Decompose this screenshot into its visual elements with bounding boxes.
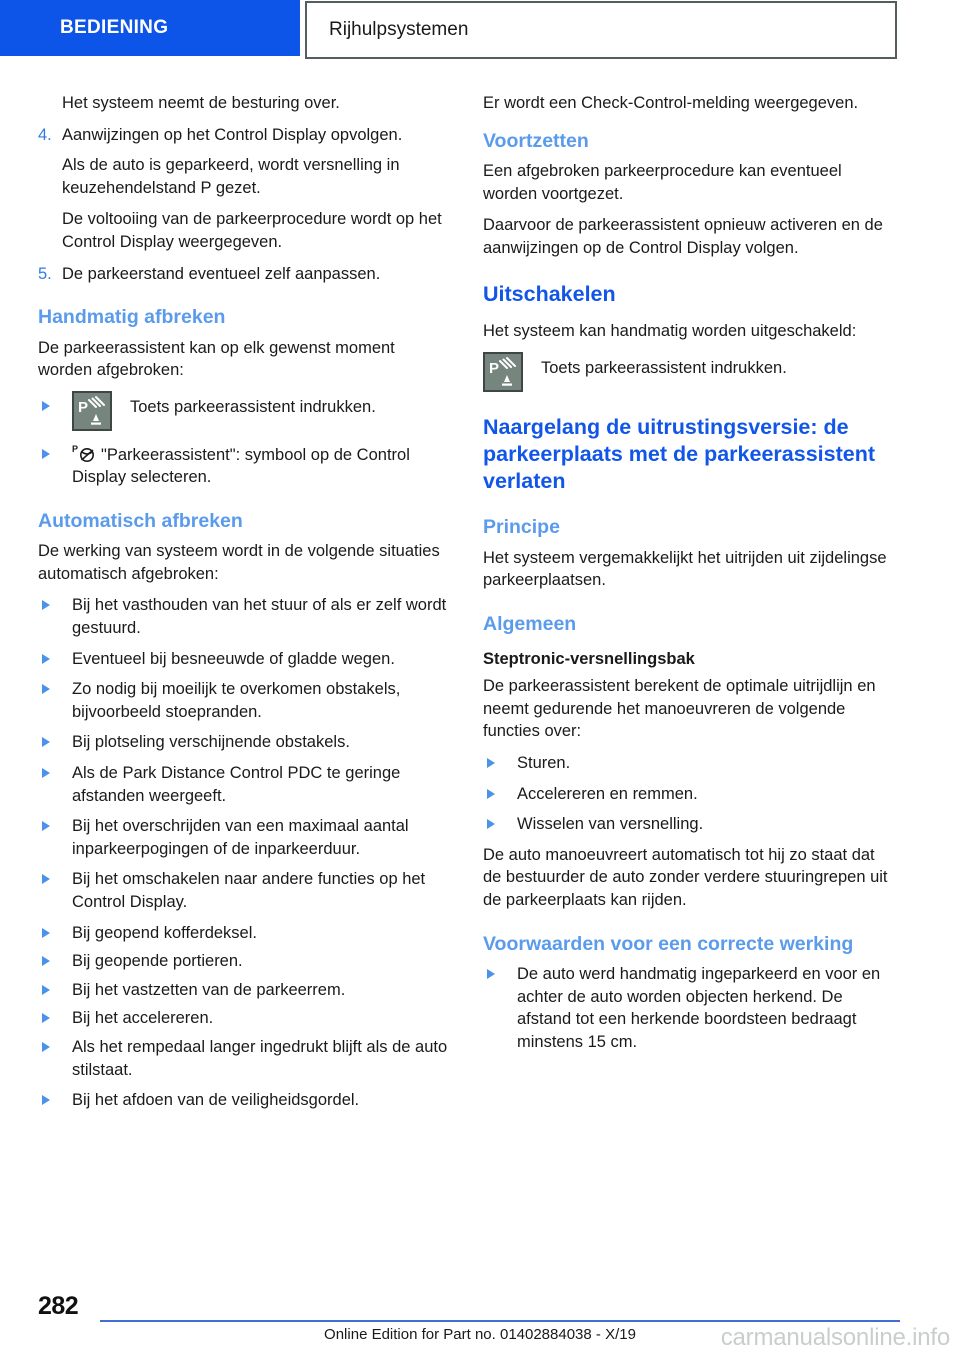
step-number: 4. xyxy=(38,125,52,144)
resume-para: Daarvoor de parkeerassistent opnieuw activeren en de aanwijzingen op de Control Display volgen. xyxy=(483,216,883,257)
list-item xyxy=(38,950,450,973)
triangle-bullet-icon xyxy=(42,684,50,694)
list-item xyxy=(38,731,450,754)
list-item-label: Bij geopend kofferdeksel. xyxy=(72,923,257,942)
list-item xyxy=(38,868,450,913)
list-item xyxy=(38,815,450,860)
step-item xyxy=(38,263,450,286)
triangle-bullet-icon xyxy=(42,1042,50,1052)
triangle-bullet-icon xyxy=(42,956,50,966)
left-column xyxy=(38,92,450,1120)
icon-row xyxy=(72,391,450,431)
list-item xyxy=(483,783,897,806)
triangle-bullet-icon xyxy=(42,928,50,938)
list-item-label: Bij geopende portieren. xyxy=(72,952,243,971)
principle-para: Het systeem vergemakkelijkt het uitrijden uit zijdelingse parkeerplaatsen. xyxy=(483,548,887,590)
auto-abort-bullet-list xyxy=(38,594,450,1111)
header-chapter-label: BEDIENING xyxy=(0,0,300,56)
list-item-label: Bij het vastzetten van de parkeerrem. xyxy=(72,980,346,999)
list-item-label: De auto werd handmatig ingeparkeerd en voor en achter de auto worden objecten herkend. De afstand tot een herkende boordsteen bedraagt minstens 15 cm. xyxy=(517,964,881,1051)
list-item-label: Bij het vasthouden van het stuur of als er zelf wordt gestuurd. xyxy=(72,596,447,638)
general-bullet-list xyxy=(483,752,897,836)
triangle-bullet-icon xyxy=(487,969,495,979)
step-number: 5. xyxy=(38,264,52,283)
triangle-bullet-icon xyxy=(42,985,50,995)
header-section-label: Rijhulpsystemen xyxy=(305,1,897,59)
list-item xyxy=(483,963,897,1053)
triangle-bullet-icon xyxy=(42,768,50,778)
heading-principe: Principe xyxy=(483,516,560,539)
general-outro: De auto manoeuvreert automatisch tot hij zo staat dat de bestuurder de auto zonder verdere stuuringrepen uit de parkeerplaats kan rijden. xyxy=(483,845,888,909)
svg-text:P: P xyxy=(489,360,500,378)
heading-uitschakelen: Uitschakelen xyxy=(483,282,616,307)
list-item-label: Sturen. xyxy=(517,753,571,772)
list-item xyxy=(38,1036,450,1081)
general-intro: De parkeerassistent berekent de optimale uitrijdlijn en neemt gedurende het manoeuvreren de volgende functies over: xyxy=(483,677,876,741)
park-assistant-key-icon xyxy=(483,352,523,392)
triangle-bullet-icon xyxy=(42,874,50,884)
list-item xyxy=(38,443,450,489)
step-note: De voltooiing van de parkeerprocedure wordt op het Control Display weergegeven. xyxy=(62,210,442,251)
list-item-label: Zo nodig bij moeilijk te overkomen obstakels, bijvoorbeeld stoepranden. xyxy=(72,680,401,721)
check-control-para: Er wordt een Check-Control-melding weergegeven. xyxy=(483,94,859,112)
list-item xyxy=(483,752,897,775)
right-column xyxy=(483,92,897,1061)
heading-handmatig-afbreken: Handmatig afbreken xyxy=(38,306,226,329)
triangle-bullet-icon xyxy=(42,449,50,459)
triangle-bullet-icon xyxy=(42,600,50,610)
parkeerassistent-cd-symbol-icon xyxy=(72,443,98,463)
list-item xyxy=(38,922,450,945)
list-item xyxy=(38,678,450,723)
heading-voorwaarden: Voorwaarden voor een correcte werking xyxy=(483,932,854,955)
list-item xyxy=(38,648,450,671)
icon-row xyxy=(483,352,897,392)
footer-edition-note: Online Edition for Part no. 01402884038 - X/19 xyxy=(324,1326,636,1343)
svg-text:P: P xyxy=(78,398,89,416)
switch-off-icon-label: Toets parkeerassistent indrukken. xyxy=(541,359,787,378)
list-item-label: Bij plotseling verschijnende obstakels. xyxy=(72,733,350,752)
list-item xyxy=(38,1089,450,1112)
list-item xyxy=(38,1007,450,1030)
triangle-bullet-icon xyxy=(42,654,50,664)
intro-line: Het systeem neemt de besturing over. xyxy=(62,94,340,112)
list-item-label: Bij het accelereren. xyxy=(72,1009,214,1028)
list-item-label: Bij het omschakelen naar andere functies op het Control Display. xyxy=(72,870,426,911)
list-item-label: Als het rempedaal langer ingedrukt blijft als de auto stilstaat. xyxy=(72,1037,448,1079)
triangle-bullet-icon xyxy=(42,1013,50,1023)
triangle-bullet-icon xyxy=(42,737,50,747)
step-item xyxy=(38,124,450,147)
heading-algemeen: Algemeen xyxy=(483,612,577,635)
park-assistant-key-icon xyxy=(72,391,112,431)
page-header xyxy=(0,0,960,62)
svg-text:P: P xyxy=(72,443,79,454)
triangle-bullet-icon xyxy=(42,821,50,831)
watermark-text: carmanualsonline.info xyxy=(720,1324,950,1351)
heading-voortzetten: Voortzetten xyxy=(483,129,589,152)
list-item-label: Bij het afdoen van de veiligheidsgordel. xyxy=(72,1091,360,1110)
list-item-label: Toets parkeerassistent indrukken. xyxy=(130,397,376,416)
triangle-bullet-icon xyxy=(42,401,50,411)
list-item xyxy=(483,813,897,836)
list-item-label: Bij het overschrijden van een maximaal aantal inparkeerpogingen of de inparkeerduur. xyxy=(72,817,409,858)
numbered-steps xyxy=(38,124,450,286)
step-text: Aanwijzingen op het Control Display opvolgen. xyxy=(62,125,403,144)
triangle-bullet-icon xyxy=(487,789,495,799)
list-item-label: Wisselen van versnelling. xyxy=(517,815,704,834)
heading-automatisch-afbreken: Automatisch afbreken xyxy=(38,509,243,532)
switch-off-intro: Het systeem kan handmatig worden uitgeschakeld: xyxy=(483,322,857,341)
list-item-label: Eventueel bij besneeuwde of gladde wegen. xyxy=(72,649,395,668)
footer-divider xyxy=(100,1320,900,1322)
step-note: Als de auto is geparkeerd, wordt versnelling in keuzehendelstand P gezet. xyxy=(62,156,400,197)
list-item xyxy=(38,979,450,1002)
page-main-heading: Naargelang de uitrustingsversie: de parkeerplaats met de parkeerassistent verlaten xyxy=(483,415,875,494)
subheading-steptronic: Steptronic-versnellingsbak xyxy=(483,650,695,669)
triangle-bullet-icon xyxy=(487,758,495,768)
list-item xyxy=(38,762,450,807)
auto-abort-intro: De werking van systeem wordt in de volgende situaties automatisch afgebroken: xyxy=(38,542,440,583)
list-item xyxy=(38,594,450,639)
list-item-label: Accelereren en remmen. xyxy=(517,784,698,803)
list-item xyxy=(38,391,450,431)
triangle-bullet-icon xyxy=(487,819,495,829)
triangle-bullet-icon xyxy=(42,1095,50,1105)
list-item-label: "Parkeerassistent": symbool op de Control Display selecteren. xyxy=(72,445,410,487)
list-item-label: Als de Park Distance Control PDC te geringe afstanden weergeeft. xyxy=(72,764,401,805)
manual-abort-intro: De parkeerassistent kan op elk gewenst moment worden afgebroken: xyxy=(38,338,395,380)
page-number: 282 xyxy=(38,1292,79,1320)
page-footer xyxy=(0,1272,960,1362)
resume-para: Een afgebroken parkeerprocedure kan eventueel worden voortgezet. xyxy=(483,161,842,203)
step-text: De parkeerstand eventueel zelf aanpassen. xyxy=(62,264,381,283)
